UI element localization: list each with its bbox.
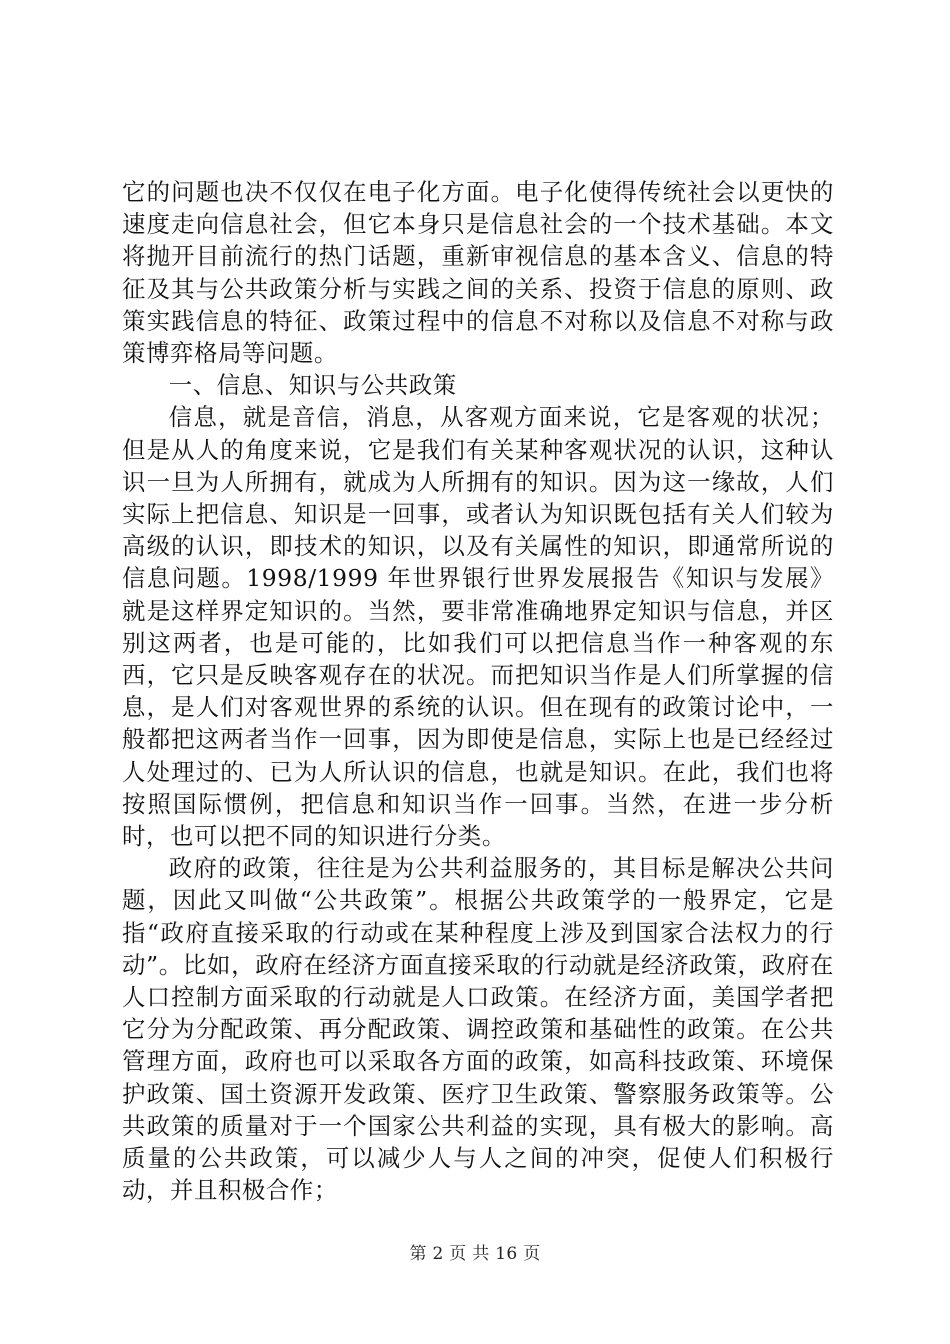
paragraph-public-policy: 政府的政策，往往是为公共利益服务的，其目标是解决公共问题，因此又叫做“公共政策”。根据公共政策学的一般界定，它是指“政府直接采取的行动或在某种程度上涉及到国家合法权力的行动”。比如，政府在经济方面直接采取的行动就是经济政策，政府在人口控制方面采取的行动就是人口政策。在经济方面，美国学者把它分为分配政策、再分配政策、调控政策和基础性的政策。在公共管理方面，政府也可以采取各方面的政策，如高科技政策、环境保护政策、国土资源开发政策、医疗卫生政策、警察服务政策等。公共政策的质量对于一个国家公共利益的实现，具有极大的影响。高质量的公共政策，可以减少人与人之间的冲突，促使人们积极行动，并且积极合作；	[122, 854, 834, 1205]
section-heading: 一、信息、知识与公共政策	[168, 371, 457, 400]
page-number-footer: 第 2 页 共 16 页	[409, 1244, 541, 1264]
paragraph-intro-continuation: 它的问题也决不仅仅在电子化方面。电子化使得传统社会以更快的速度走向信息社会，但它本身只是信息社会的一个技术基础。本文将抛开目前流行的热门话题，重新审视信息的基本含义、信息的特征及其与公共政策分析与实践之间的关系、投资于信息的原则、政策实践信息的特征、政策过程中的信息不对称以及信息不对称与政策博弈格局等问题。	[122, 178, 834, 368]
document-body	[122, 176, 834, 1207]
paragraph-information-definition: 信息，就是音信，消息，从客观方面来说，它是客观的状况；但是从人的角度来说，它是我们有关某种客观状况的认识，这种认识一旦为人所拥有，就成为人所拥有的知识。因为这一缘故，人们实际上把信息、知识是一回事，或者认为知识既包括有关人们较为高级的认识，即技术的知识，以及有关属性的知识，即通常所说的信息问题。1998/1999 年世界银行世界发展报告《知识与发展》就是这样界定知识的。当然，要非常准确地界定知识与信息，并区别这两者，也是可能的，比如我们可以把信息当作一种客观的东西，它只是反映客观存在的状况。而把知识当作是人们所掌握的信息，是人们对客观世界的系统的认识。但在现有的政策讨论中，一般都把这两者当作一回事，因为即使是信息，实际上也是已经经过人处理过的、已为人所认识的信息，也就是知识。在此，我们也将按照国际惯例，把信息和知识当作一回事。当然，在进一步分析时，也可以把不同的知识进行分类。	[122, 403, 834, 851]
